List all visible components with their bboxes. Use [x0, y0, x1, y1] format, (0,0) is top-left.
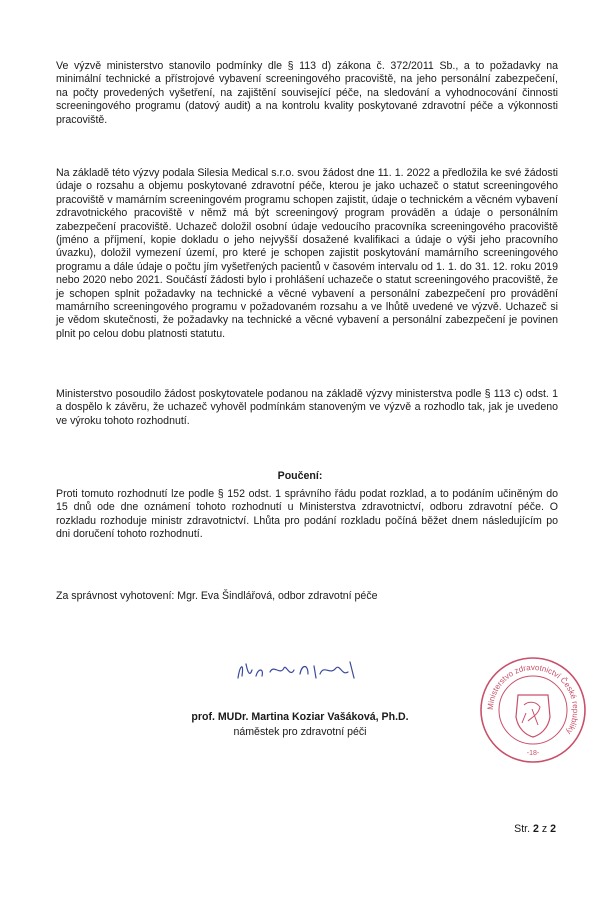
paragraph-application: Na základě této výzvy podala Silesia Medical s.r.o. svou žádost dne 11. 1. 2022 a předložila ke své žádosti údaje o rozsahu a objemu poskytované zdravotní péče, kterou je jako uchazeč o statut screeningového pracoviště v mamárním screeningovém programu schopen zajistit, údaje o technickém a věcném vybavení zdravotnického pracoviště v němž má být screeningový program prováděn a údaje o personálním zabezpečení pracoviště. Uchazeč doložil osobní údaje vedoucího pracovníka screeningového pracoviště (jméno a příjmení, kopie dokladu o jeho nejvyšší dosažené kvalifikaci a údaje o výši jeho pracovního úvazku), doložil vymezení území, pro které je schopen zajistit poskytování mamárního screeningového programu a dále údaje o počtu jím vyšetřených pacientů v časovém intervalu od 1. 1. do 31. 12. roku 2019 nebo 2020 nebo 2021. Součástí žádosti bylo i prohlášení uchazeče o statut screeningového pracoviště, že je schopen splnit požadavky na technické a věcné vybavení a personální zabezpečení pro provádění mamárního screeningového programu v požadovaném rozsahu a ve lhůtě uvedené ve výzvě. Uchazeč si je vědom skutečnosti, že požadavky na technické a věcné vybavení a personální zabezpečení je povinen plnit po celou dobu platnosti statutu.: [56, 167, 558, 340]
page-label: Str.: [514, 823, 531, 835]
page-total: 2: [550, 823, 556, 835]
page-number: [514, 823, 556, 835]
paragraph-appeal-instruction: Proti tomuto rozhodnutí lze podle § 152 odst. 1 správního řádu podat rozklad, a to podáním učiněným do 15 dnů ode dne oznámení tohoto rozhodnutí u Ministerstva zdravotnictví, odboru zdravotní péče. O rozkladu rozhoduje ministr zdravotnictví. Lhůta pro podání rozkladu počíná běžet dnem následujícím po dni doručení tohoto rozhodnutí.: [56, 488, 558, 541]
svg-text:Ministerstvo zdravotnictví Čes: Ministerstvo zdravotnictví České republiky: [485, 662, 581, 736]
paragraph-conditions: Ve výzvě ministerstvo stanovilo podmínky dle § 113 d) zákona č. 372/2011 Sb., a to požadavky na minimální technické a přístrojové vybavení screeningového pracoviště, na jeho personální zabezpečení, na počty provedených vyšetření, na zajištění související péče, na sledování a vyhodnocování činnosti screeningového programu (datový audit) a na kontrolu kvality poskytované zdravotní péče a výkonnosti pracoviště.: [56, 60, 558, 126]
official-stamp: [478, 655, 588, 765]
instruction-heading: Poučení:: [277, 470, 323, 482]
signatory-role: náměstek pro zdravotní péči: [233, 726, 367, 738]
signatory-name: prof. MUDr. Martina Koziar Vašáková, Ph.D.: [191, 711, 409, 723]
page-current: 2: [532, 823, 539, 835]
paragraph-assessment: Ministerstvo posoudilo žádost poskytovatele podanou na základě výzvy ministerstva podle § 113 c) odst. 1 a dospělo k závěru, že uchazeč vyhověl podmínkám stanoveným ve výzvě a rozhodlo tak, jak je uvedeno ve výroku tohoto rozhodnutí.: [56, 388, 558, 427]
correctness-note: Za správnost vyhotovení: Mgr. Eva Šindlářová, odbor zdravotní péče: [56, 590, 378, 602]
stamp-number: -18-: [526, 750, 540, 757]
page-separator: z: [541, 823, 548, 835]
handwritten-signature: [230, 650, 370, 690]
